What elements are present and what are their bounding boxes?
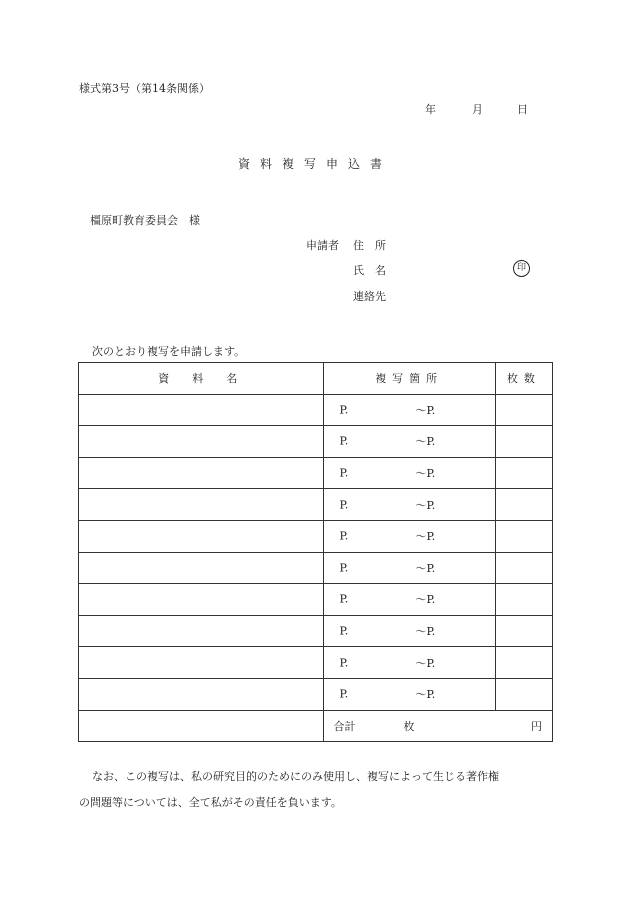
table-row <box>79 615 553 647</box>
sheet-count-cell[interactable] <box>495 457 552 489</box>
page-end-label: 〜P. <box>415 656 436 670</box>
copy-location-cell[interactable] <box>323 615 495 647</box>
copy-location-cell[interactable] <box>323 647 495 679</box>
page-end-label: 〜P. <box>415 467 436 481</box>
material-name-cell[interactable] <box>79 647 324 679</box>
material-name-cell[interactable] <box>79 584 324 616</box>
sheet-count-cell[interactable] <box>495 552 552 584</box>
sheet-count-cell[interactable] <box>495 615 552 647</box>
note-line-1: なお、この複写は、私の研究目的のためにのみ使用し、複写によって生じる著作権 <box>92 770 499 783</box>
copy-location-cell[interactable] <box>323 678 495 710</box>
copy-location-cell[interactable] <box>323 520 495 552</box>
sheet-count-cell[interactable] <box>495 489 552 521</box>
page-start-label: P. <box>339 561 349 575</box>
table-row <box>79 489 553 521</box>
table-row <box>79 647 553 679</box>
table-row <box>79 678 553 710</box>
copy-location-cell[interactable] <box>323 489 495 521</box>
copy-request-table <box>78 362 553 742</box>
material-name-cell[interactable] <box>79 394 324 426</box>
sheet-count-cell[interactable] <box>495 520 552 552</box>
form-number: 様式第3号（第14条関係） <box>79 82 210 95</box>
copy-location-cell[interactable] <box>323 457 495 489</box>
page-start-label: P. <box>339 592 349 606</box>
sheet-count-cell[interactable] <box>495 394 552 426</box>
total-row <box>79 710 553 742</box>
page-start-label: P. <box>339 403 349 417</box>
seal-icon: 印 <box>513 260 530 277</box>
intro-text: 次のとおり複写を申請します。 <box>92 345 246 358</box>
page-end-label: 〜P. <box>415 625 436 639</box>
table-row <box>79 520 553 552</box>
material-name-cell[interactable] <box>79 426 324 458</box>
applicant-label: 申請者 <box>306 239 339 252</box>
header-sheet-count: 枚数 <box>495 363 552 395</box>
page-start-label: P. <box>339 656 349 670</box>
material-name-cell[interactable] <box>79 678 324 710</box>
page-start-label: P. <box>339 687 349 701</box>
page-end-label: 〜P. <box>415 593 436 607</box>
page-start-label: P. <box>339 466 349 480</box>
page-start-label: P. <box>339 434 349 448</box>
material-name-cell[interactable] <box>79 457 324 489</box>
page-start-label: P. <box>339 529 349 543</box>
total-label: 合計 <box>333 719 356 733</box>
total-sheets-label: 枚 <box>403 719 415 733</box>
page-end-label: 〜P. <box>415 435 436 449</box>
sheet-count-cell[interactable] <box>495 647 552 679</box>
copy-location-cell[interactable] <box>323 426 495 458</box>
copy-location-cell[interactable] <box>323 394 495 426</box>
address-label: 住 所 <box>353 239 386 252</box>
addressee: 橿原町教育委員会 様 <box>90 214 200 227</box>
total-blank-cell <box>79 710 324 742</box>
total-yen-label: 円 <box>531 719 542 733</box>
page-end-label: 〜P. <box>415 530 436 544</box>
header-material-name: 資 料 名 <box>79 363 324 395</box>
total-cell <box>323 710 552 742</box>
page-start-label: P. <box>339 498 349 512</box>
sheet-count-cell[interactable] <box>495 426 552 458</box>
material-name-cell[interactable] <box>79 489 324 521</box>
date-year: 年 <box>425 103 436 116</box>
header-copy-location: 複写箇所 <box>323 363 495 395</box>
table-row <box>79 394 553 426</box>
material-name-cell[interactable] <box>79 615 324 647</box>
contact-label: 連絡先 <box>353 290 386 303</box>
note-line-2: の問題等については、全て私がその責任を負います。 <box>79 796 342 809</box>
table-row <box>79 584 553 616</box>
material-name-cell[interactable] <box>79 552 324 584</box>
material-name-cell[interactable] <box>79 520 324 552</box>
table-row <box>79 426 553 458</box>
date-month: 月 <box>472 103 483 116</box>
document-title: 資料複写申込書 <box>238 157 393 171</box>
page-start-label: P. <box>339 624 349 638</box>
table-row <box>79 552 553 584</box>
copy-location-cell[interactable] <box>323 584 495 616</box>
page-end-label: 〜P. <box>415 688 436 702</box>
date-day: 日 <box>517 103 528 116</box>
sheet-count-cell[interactable] <box>495 584 552 616</box>
page-end-label: 〜P. <box>415 403 436 417</box>
page-end-label: 〜P. <box>415 561 436 575</box>
sheet-count-cell[interactable] <box>495 678 552 710</box>
name-label: 氏 名 <box>353 264 386 277</box>
copy-location-cell[interactable] <box>323 552 495 584</box>
table-row <box>79 457 553 489</box>
table-header-row <box>79 363 553 395</box>
page-end-label: 〜P. <box>415 498 436 512</box>
